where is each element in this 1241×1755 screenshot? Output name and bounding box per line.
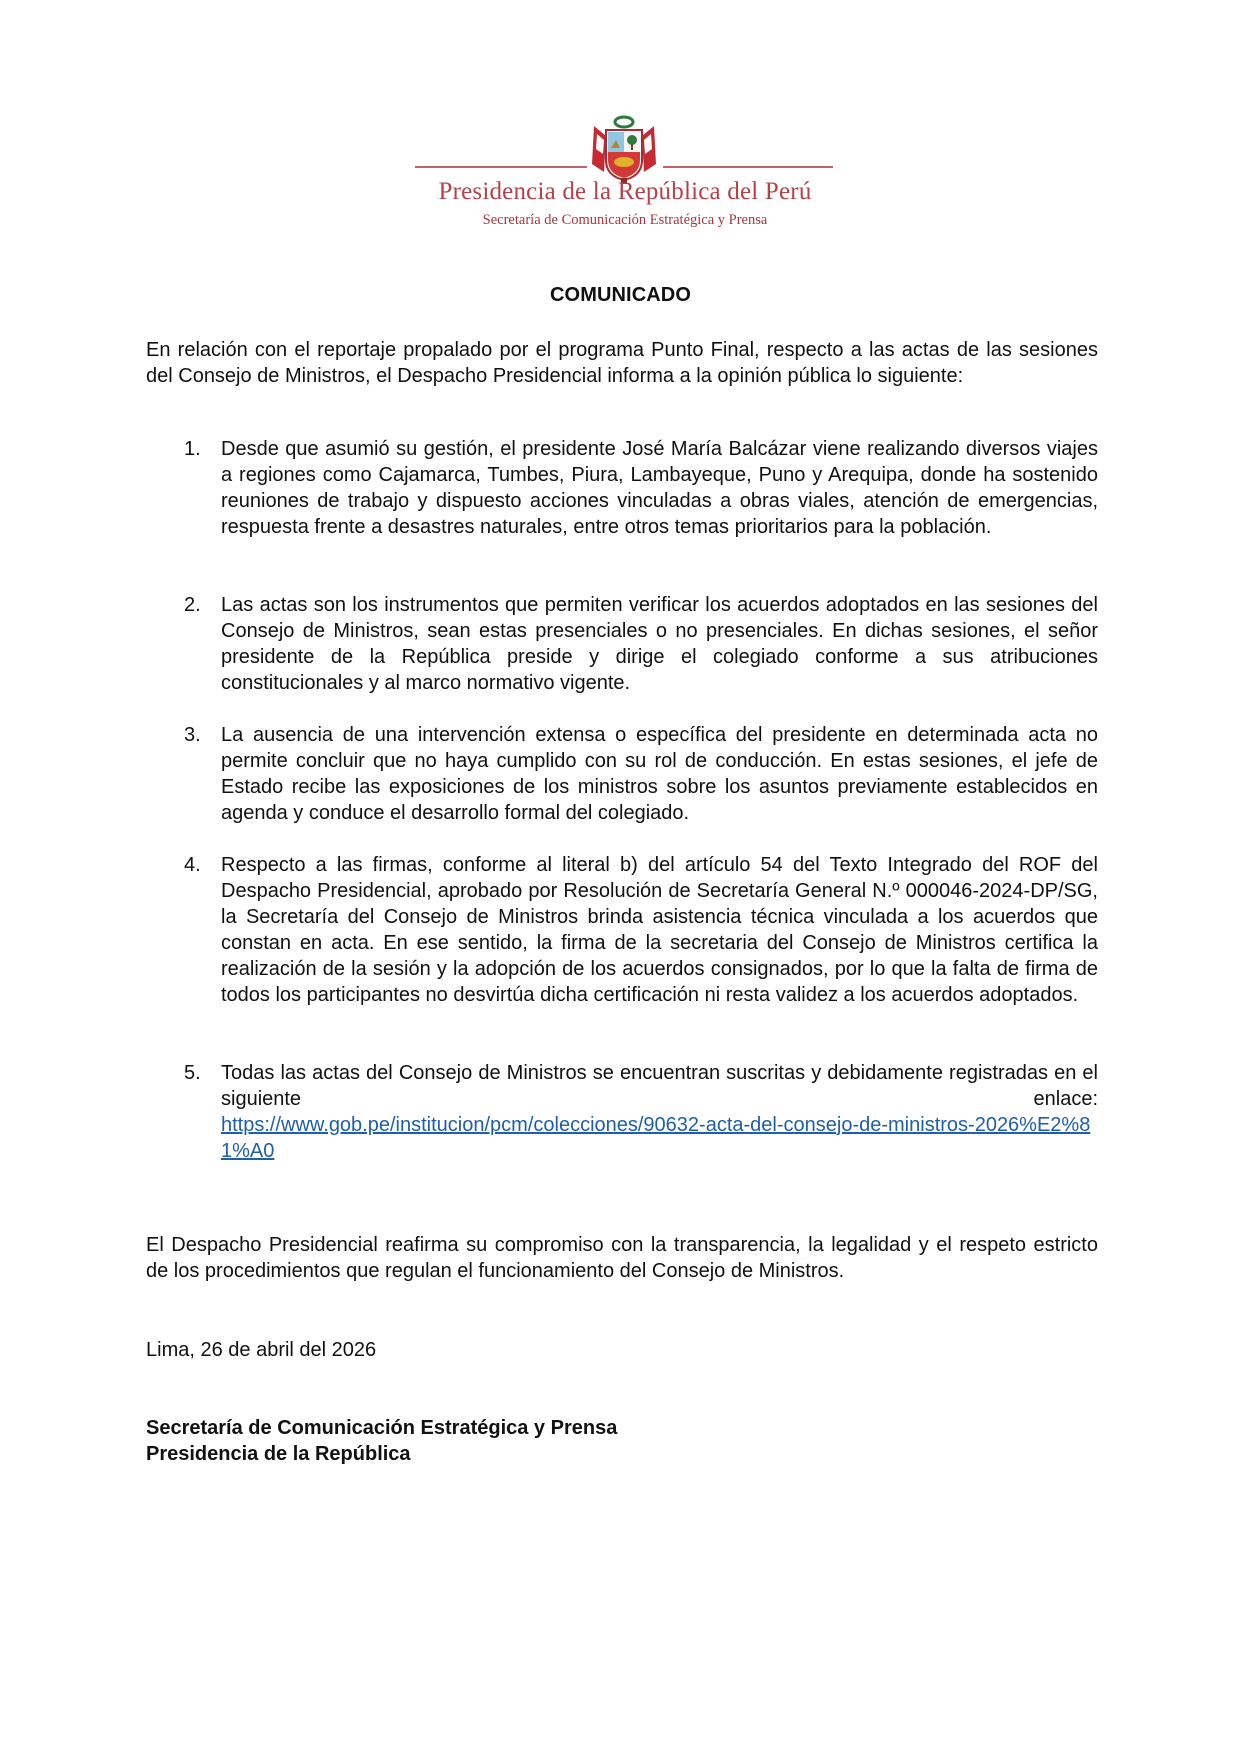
org-subtitle: Secretaría de Comunicación Estratégica y Prensa bbox=[482, 212, 768, 228]
letterhead-rule-left bbox=[415, 166, 587, 168]
list-item-number: 1. bbox=[184, 438, 201, 460]
list-item-text: Respecto a las firmas, conforme al literal b) del artículo 54 del Texto Integrado del ROF del Despacho Presidencial, aprobado por Resolución de Secretaría General N.º 000046-2024-DP/SG, la Secretaría del Consejo de Ministros brinda asistencia técnica vinculada a los acuerdos que constan en acta. En ese sentido, la firma de la secretaria del Consejo de Ministros certifica la realización de la sesión y la adopción de los acuerdos consignados, por lo que la falta de firma de todos los participantes no desvirtúa dicha certificación ni resta validez a los acuerdos adoptados. bbox=[221, 854, 1098, 1006]
closing-paragraph: El Despacho Presidencial reafirma su compromiso con la transparencia, la legalidad y el respeto estricto de los procedimientos que regulan el funcionamiento del Consejo de Ministros. bbox=[146, 1234, 1098, 1282]
list-item-text: Las actas son los instrumentos que permiten verificar los acuerdos adoptados en las sesiones del Consejo de Ministros, sean estas presenciales o no presenciales. En dichas sesiones, el señor presidente de la República preside y dirige el colegiado conforme a sus atribuciones constitucionales y al marco normativo vigente. bbox=[221, 594, 1098, 694]
signature-block bbox=[146, 1415, 617, 1467]
list-item-number: 3. bbox=[184, 724, 201, 746]
list-item-number: 4. bbox=[184, 854, 201, 876]
list-item-text: Desde que asumió su gestión, el presidente José María Balcázar viene realizando diversos viajes a regiones como Cajamarca, Tumbes, Piura, Lambayeque, Puno y Arequipa, donde ha sostenido reuniones de trabajo y dispuesto acciones vinculadas a obras viales, atención de emergencias, respuesta frente a desastres naturales, entre otros temas prioritarios para la población. bbox=[221, 438, 1098, 538]
letterhead-rule-right bbox=[663, 166, 833, 168]
list-item-text: Todas las actas del Consejo de Ministros se encuentran suscritas y debidamente registradas en el siguiente enlace: bbox=[221, 1062, 1098, 1110]
document-title: COMUNICADO bbox=[550, 284, 691, 306]
peru-coat-of-arms-icon bbox=[588, 114, 660, 186]
signature-line-2: Presidencia de la República bbox=[146, 1443, 411, 1465]
org-title: Presidencia de la República del Perú bbox=[438, 178, 812, 205]
date-line: Lima, 26 de abril del 2026 bbox=[146, 1339, 377, 1361]
list-item-number: 2. bbox=[184, 594, 201, 616]
intro-paragraph: En relación con el reportaje propalado por el programa Punto Final, respecto a las actas de las sesiones del Consejo de Ministros, el Despacho Presidencial informa a la opinión pública lo siguiente: bbox=[146, 339, 1098, 387]
actas-link[interactable]: https://www.gob.pe/institucion/pcm/colecciones/90632-acta-del-consejo-de-ministros-2026%E2%81%A0 bbox=[221, 1114, 1091, 1162]
letterhead bbox=[405, 110, 845, 240]
list-item-text-block bbox=[221, 1060, 1098, 1164]
list-item-text: La ausencia de una intervención extensa o específica del presidente en determinada acta no permite concluir que no haya cumplido con su rol de conducción. En estas sesiones, el jefe de Estado recibe las exposiciones de los ministros sobre los asuntos previamente establecidos en agenda y conduce el desarrollo formal del colegiado. bbox=[221, 724, 1098, 824]
list-item-number: 5. bbox=[184, 1062, 201, 1084]
signature-line-1: Secretaría de Comunicación Estratégica y Prensa bbox=[146, 1417, 618, 1439]
